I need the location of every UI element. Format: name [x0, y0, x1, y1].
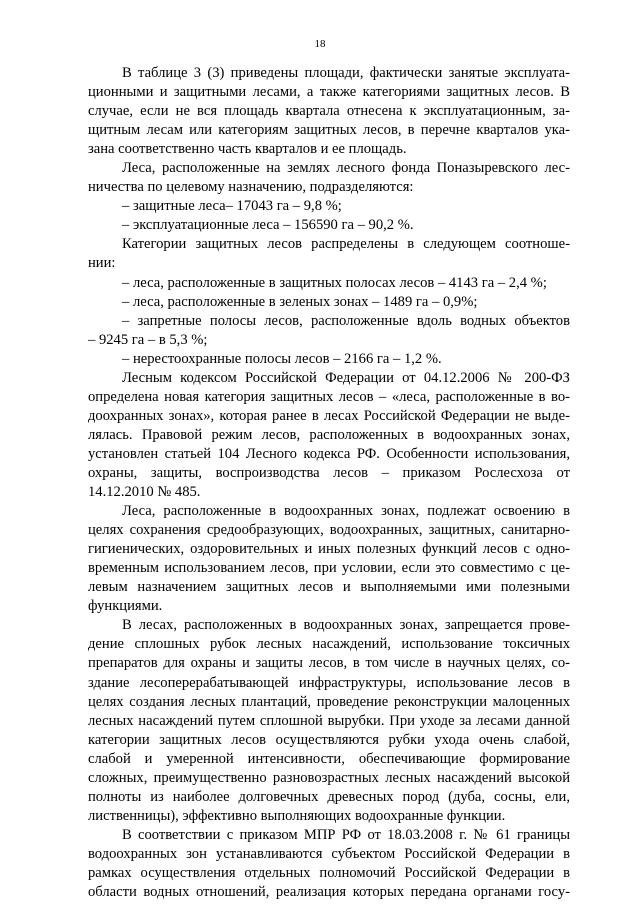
- text-line: установлен статьей 104 Лесного кодекса РФ. Особенности использования,: [88, 445, 570, 462]
- text-line: лялась. Правовой режим лесов, расположенных в водоохранных зонах,: [88, 426, 570, 443]
- text-line: слабой и умеренной интенсивности, обеспечивающие формирование: [88, 750, 570, 767]
- text-line: водоохранных зон устанавливаются субъектом Российской Федерации в: [88, 845, 570, 862]
- text-line: доохранных зонах», которая ранее в лесах Российской Федерации не выде-: [88, 407, 570, 424]
- text-line: Лесным кодексом Российской Федерации от 04.12.2006 № 200-ФЗ: [122, 369, 570, 386]
- text-line: лесных насаждений путем сплошной вырубки. При уходе за лесами данной: [88, 712, 570, 729]
- text-line: области водных отношений, реализация которых передана органами госу-: [88, 884, 570, 901]
- text-line: полноты из наиболее долговечных древесных пород (дуба, сосны, ели,: [88, 788, 570, 805]
- text-line: временным использованием лесов, при условии, если это совместимо с це-: [88, 560, 570, 577]
- text-line: ничества по целевому назначению, подразделяются:: [88, 179, 414, 196]
- text-line: В лесах, расположенных в водоохранных зонах, запрещается прове-: [122, 617, 570, 634]
- text-line: левым назначением защитных лесов и выполняемыми ими полезными: [88, 579, 570, 596]
- text-line: – защитные леса– 17043 га – 9,8 %;: [122, 198, 342, 215]
- text-line: щитным лесам или категориям защитных лесов, в перечне кварталов ука-: [88, 122, 570, 139]
- text-line: – запретные полосы лесов, расположенные вдоль водных объектов: [122, 312, 570, 329]
- text-line: зана соответственно часть кварталов и ее площадь.: [88, 141, 407, 158]
- text-line: – 9245 га – в 5,3 %;: [88, 331, 208, 348]
- page-number: 18: [314, 38, 326, 50]
- text-line: рамках осуществления отдельных полномочий Российской Федерации в: [88, 864, 570, 881]
- text-line: В соответствии с приказом МПР РФ от 18.03.2008 г. № 61 границы: [122, 826, 570, 843]
- text-line: ционными и защитными лесами, а также категориями защитных лесов. В: [88, 84, 570, 101]
- text-line: – нерестоохранные полосы лесов – 2166 га – 1,2 %.: [122, 350, 442, 367]
- text-line: определена новая категория защитных лесов – «леса, расположенные в во-: [88, 388, 570, 405]
- text-line: лиственницы), эффективно выполняющих водоохранные функции.: [88, 807, 506, 824]
- text-line: препаратов для охраны и защиты лесов, в том числе в научных целях, со-: [88, 655, 570, 672]
- text-line: Леса, расположенные на землях лесного фонда Поназыревского лес-: [122, 160, 570, 177]
- text-line: Категории защитных лесов распределены в следующем соотноше-: [122, 236, 570, 253]
- text-line: категории защитных лесов осуществляются рубки ухода очень слабой,: [88, 731, 570, 748]
- text-line: целях создания лесных плантаций, проведение реконструкции малоценных: [88, 693, 570, 710]
- text-line: охраны, защиты, воспроизводства лесов – приказом Рослесхоза от: [88, 464, 570, 481]
- text-line: – леса, расположенные в защитных полосах лесов – 4143 га – 2,4 %;: [122, 274, 547, 291]
- text-line: Леса, расположенные в водоохранных зонах, подлежат освоению в: [122, 503, 570, 520]
- text-line: функциями.: [88, 598, 163, 615]
- text-line: сложных, преимущественно разновозрастных лесных насаждений высокой: [88, 769, 570, 786]
- text-line: случае, если не вся площадь квартала отнесена к эксплуатационным, за-: [88, 103, 570, 120]
- text-line: нии:: [88, 255, 116, 272]
- text-line: 14.12.2010 № 485.: [88, 484, 201, 501]
- text-line: В таблице 3 (3) приведены площади, фактически занятые эксплуата-: [122, 65, 570, 81]
- text-line: – эксплуатационные леса – 156590 га – 90,2 %.: [122, 217, 414, 234]
- text-line: – леса, расположенные в зеленых зонах – 1489 га – 0,9%;: [122, 293, 478, 310]
- text-line: целях сохранения средообразующих, водоохранных, защитных, санитарно-: [88, 522, 570, 539]
- document-body: [88, 64, 570, 902]
- text-line: здание лесоперерабатывающей инфраструктуры, использование лесов в: [88, 674, 570, 691]
- text-line: дение сплошных рубок лесных насаждений, использование токсичных: [88, 636, 570, 653]
- text-line: гигиенических, оздоровительных и иных полезных функций лесов с одно-: [88, 541, 570, 558]
